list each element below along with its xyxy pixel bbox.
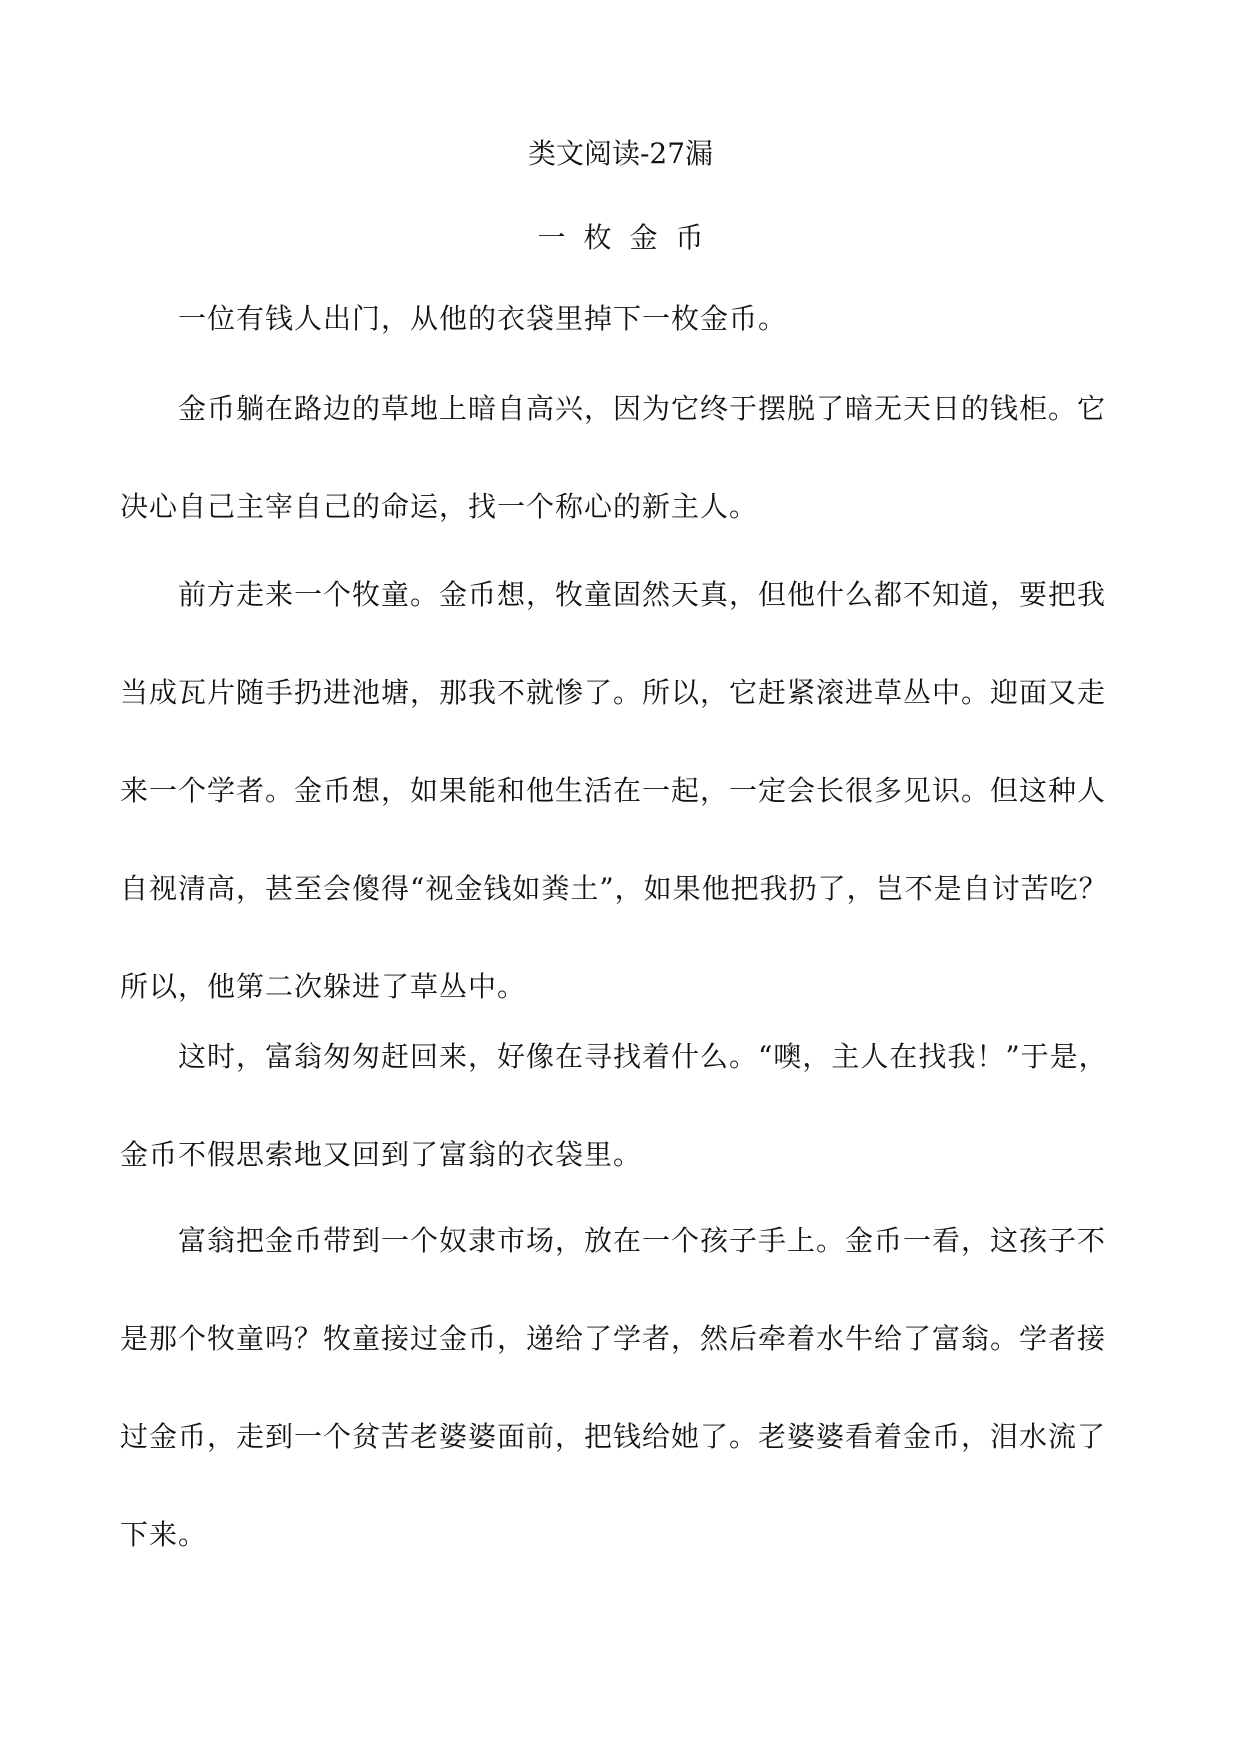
paragraph-2: 金币躺在路边的草地上暗自高兴，因为它终于摆脱了暗无天日的钱柜。它决心自己主宰自己的命运，找一个称心的新主人。: [120, 392, 1107, 523]
paragraph-1: 一位有钱人出门，从他的衣袋里掉下一枚金币。: [178, 302, 788, 335]
paragraph-5: 富翁把金币带到一个奴隶市场，放在一个孩子手上。金币一看，这孩子不是那个牧童吗？牧童接过金币，递给了学者，然后牵着水牛给了富翁。学者接过金币，走到一个贫苦老婆婆面前，把钱给她了。老婆婆看着金币，泪水流了下来。: [120, 1224, 1107, 1551]
story-title: 一枚金币: [537, 221, 722, 254]
paragraph-4: 这时，富翁匆匆赶回来，好像在寻找着什么。“噢，主人在找我！”于是，金币不假思索地又回到了富翁的衣袋里。: [120, 1040, 1108, 1171]
paragraph-3: 前方走来一个牧童。金币想，牧童固然天真，但他什么都不知道，要把我当成瓦片随手扔进池塘，那我不就惨了。所以，它赶紧滚进草丛中。迎面又走来一个学者。金币想，如果能和他生活在一起，一定会长很多见识。但这种人自视清高，甚至会傻得“视金钱如粪土”，如果他把我扔了，岂不是自讨苦吃？所以，他第二次躲进了草丛中。: [120, 578, 1108, 1003]
header-title: 类文阅读-27漏: [527, 137, 714, 170]
